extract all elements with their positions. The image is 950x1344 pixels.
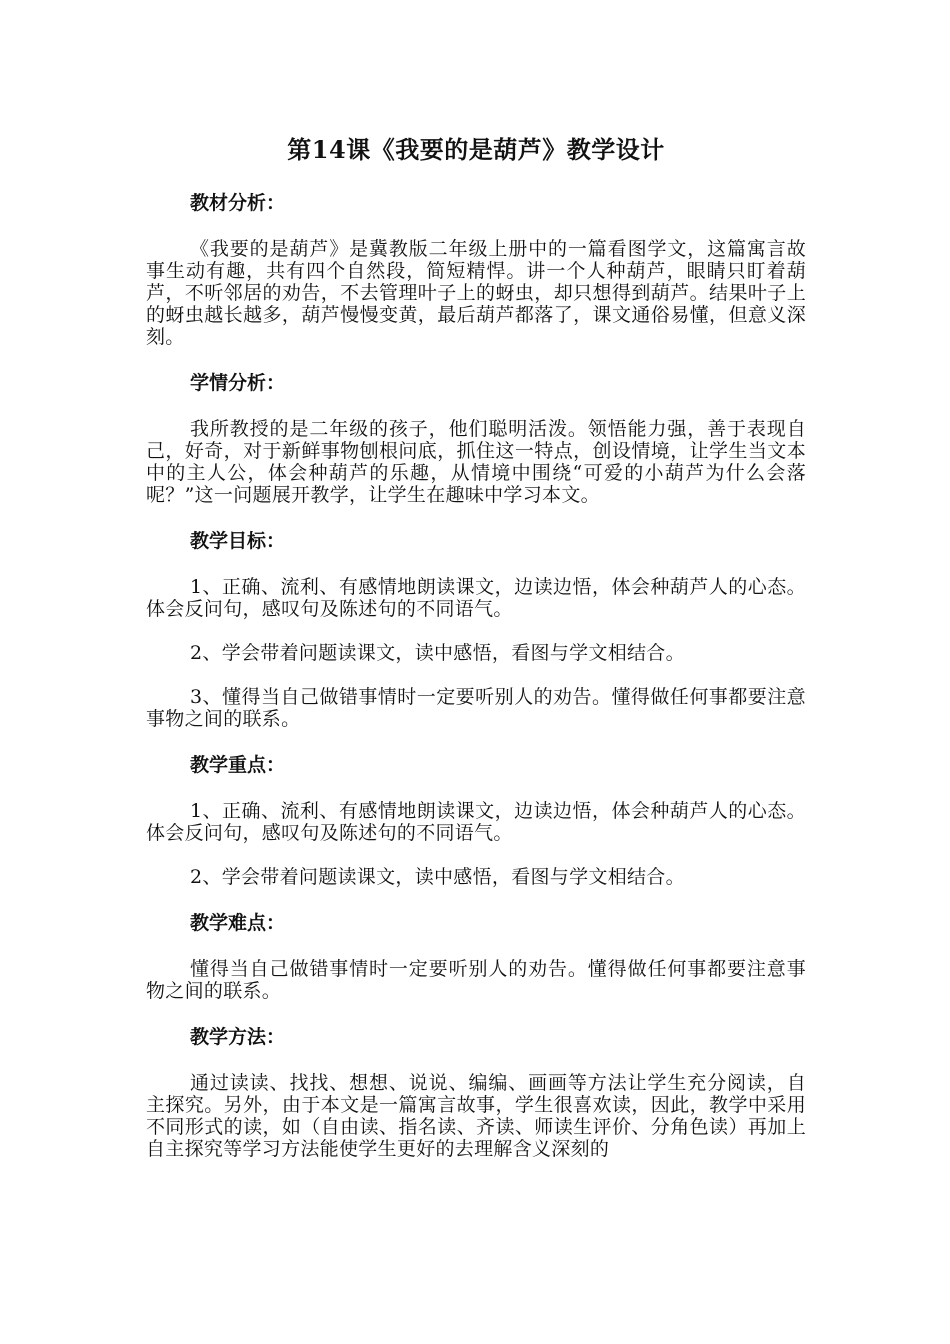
paragraph: 《我要的是葫芦》是冀教版二年级上册中的一篇看图学文，这篇寓言故事生动有趣，共有四个自然段，简短精悍。讲一个人种葫芦，眼睛只盯着葫芦，不听邻居的劝告，不去管理叶子上的蚜虫，却只想得到葫芦。结果叶子上的蚜虫越长越多，葫芦慢慢变黄，最后葫芦都落了，课文通俗易懂，但意义深刻。 [146,238,806,348]
section-heading: 教学重点： [190,754,286,776]
section-heading: 教学目标： [190,530,286,552]
document-title: 第14课《我要的是葫芦》教学设计 [287,135,665,164]
section-heading: 教学难点： [190,912,286,934]
section-student-analysis [146,370,806,506]
section-material-analysis [146,190,806,348]
document-page [146,132,806,1182]
paragraph: 1、正确、流利、有感情地朗读课文，边读边悟，体会种葫芦人的心态。体会反问句，感叹句及陈述句的不同语气。 [146,576,806,620]
section-heading: 教材分析： [190,192,286,214]
section-difficulties [146,910,806,1002]
paragraph: 2、学会带着问题读课文，读中感悟，看图与学文相结合。 [190,866,685,888]
paragraph: 1、正确、流利、有感情地朗读课文，边读边悟，体会种葫芦人的心态。体会反问句，感叹句及陈述句的不同语气。 [146,800,806,844]
paragraph: 通过读读、找找、想想、说说、编编、画画等方法让学生充分阅读，自主探究。另外，由于本文是一篇寓言故事，学生很喜欢读，因此，教学中采用不同形式的读，如（自由读、指名读、齐读、师读生评价、分角色读）再加上自主探究等学习方法能使学生更好的去理解含义深刻的 [146,1072,806,1160]
paragraph: 懂得当自己做错事情时一定要听别人的劝告。懂得做任何事都要注意事物之间的联系。 [146,958,806,1002]
section-heading: 教学方法： [190,1026,286,1048]
section-teaching-goals [146,528,806,730]
section-key-points [146,752,806,888]
paragraph: 2、学会带着问题读课文，读中感悟，看图与学文相结合。 [190,642,685,664]
section-teaching-methods [146,1024,806,1160]
section-heading: 学情分析： [190,372,286,394]
paragraph: 3、懂得当自己做错事情时一定要听别人的劝告。懂得做任何事都要注意事物之间的联系。 [146,686,806,730]
paragraph: 我所教授的是二年级的孩子，他们聪明活泼。领悟能力强，善于表现自己，好奇，对于新鲜事物刨根问底，抓住这一特点，创设情境，让学生当文本中的主人公，体会种葫芦的乐趣，从情境中围绕“可爱的小葫芦为什么会落呢？”这一问题展开教学，让学生在趣味中学习本文。 [146,418,806,506]
